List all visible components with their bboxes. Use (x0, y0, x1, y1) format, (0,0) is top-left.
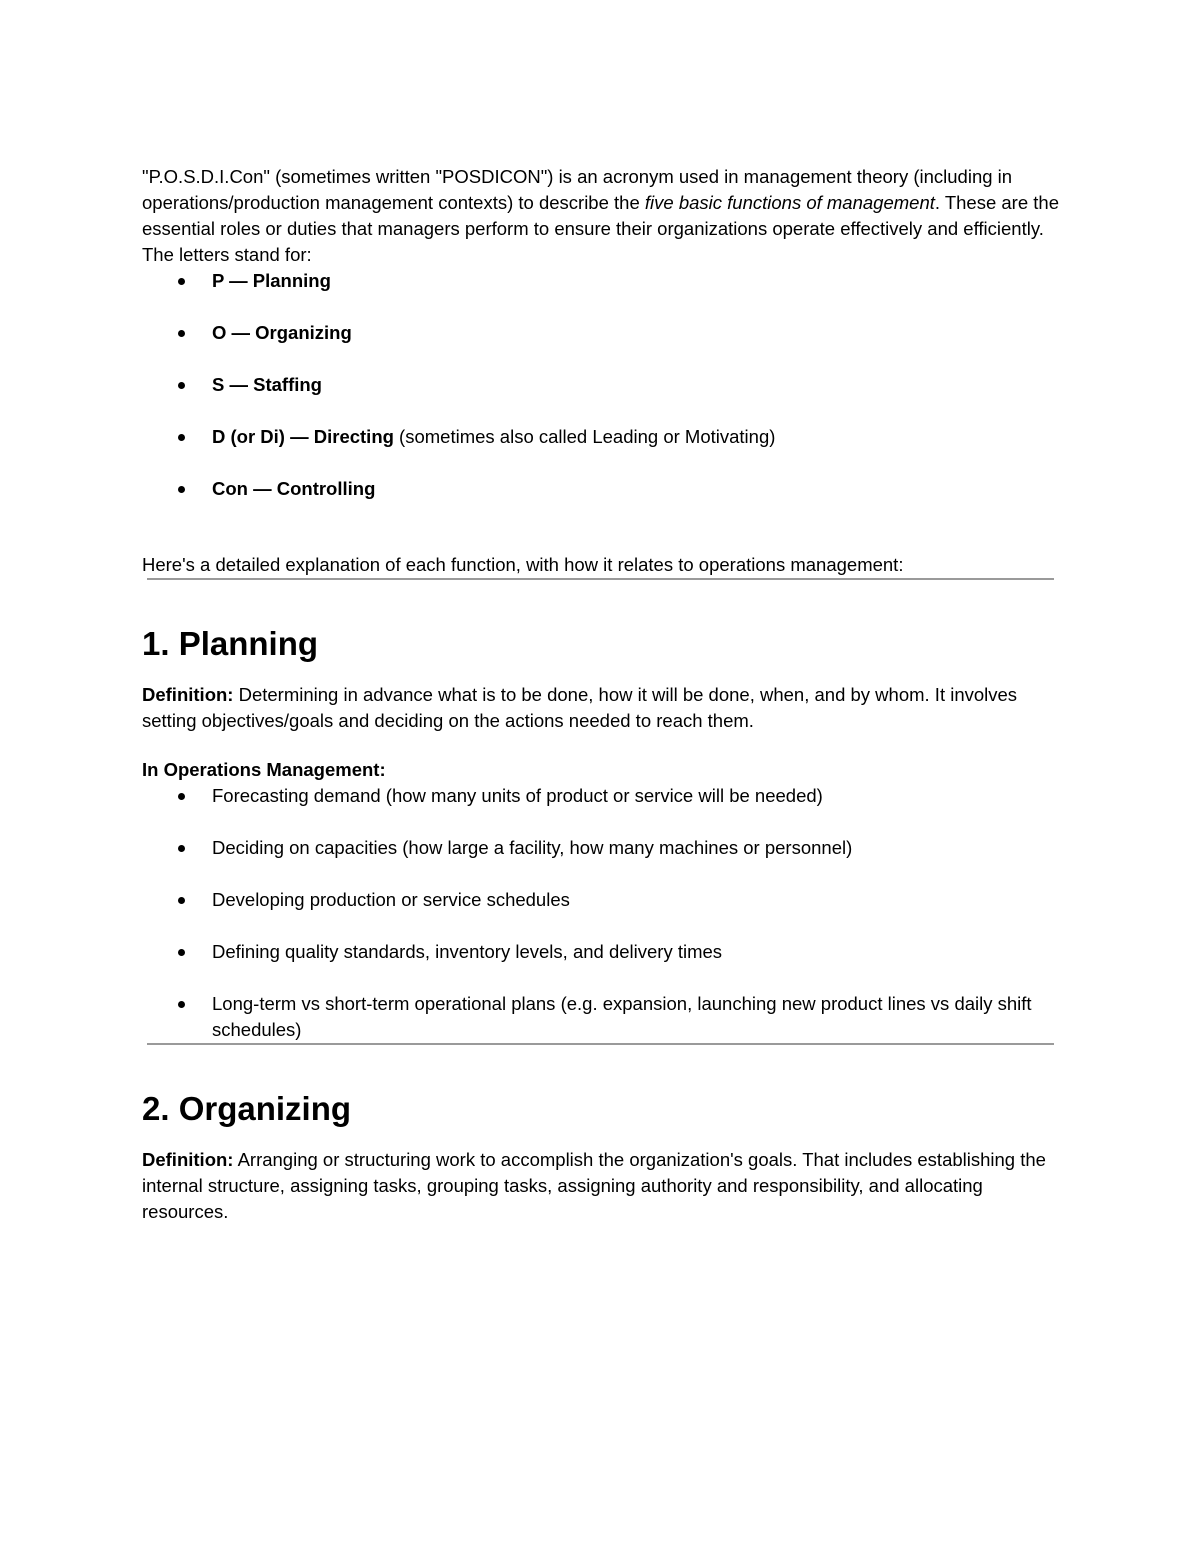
section-heading-organizing: 2. Organizing (142, 1090, 352, 1127)
letter-term: D (or Di) — Directing (212, 426, 394, 447)
planning-definition (142, 682, 1062, 734)
explanation-intro: Here's a detailed explanation of each function, with how it relates to operations management: (142, 554, 904, 575)
list-item (142, 320, 1062, 346)
intro-paragraph (142, 164, 1062, 268)
intro-text-part1: "P.O.S.D.I.Con" (sometimes written "POSDICON") is an acronym used in management theory (including in operations/production management contexts) to describe the (142, 166, 1013, 213)
list-item (142, 424, 1062, 450)
list-item: Developing production or service schedules (142, 887, 1062, 913)
list-item (142, 372, 1062, 398)
definition-label: Definition: (142, 684, 234, 705)
definition-text: Determining in advance what is to be done, how it will be done, when, and by whom. It involves setting objectives/goals and deciding on the actions needed to reach them. (142, 684, 1018, 731)
intro-emphasis: five basic functions of management (644, 192, 935, 213)
list-item (142, 476, 1062, 502)
definition-label: Definition: (142, 1149, 234, 1170)
horizontal-divider (147, 578, 1054, 580)
horizontal-divider (147, 1043, 1054, 1045)
list-item (142, 268, 1062, 294)
operations-management-label: In Operations Management: (142, 759, 386, 780)
intro-text-part2: . These are the essential roles or duties that managers perform to ensure their organizations operate effectively and efficiently. The letters stand for: (142, 192, 1059, 265)
list-item: Forecasting demand (how many units of product or service will be needed) (142, 783, 1062, 809)
letter-term: O — Organizing (212, 322, 352, 343)
letter-term: P — Planning (212, 270, 331, 291)
document-body (142, 164, 1062, 1225)
letter-note: (sometimes also called Leading or Motivating) (393, 426, 776, 447)
list-item: Long-term vs short-term operational plans (e.g. expansion, launching new product lines vs daily shift schedules) (142, 991, 1062, 1043)
section-heading-planning: 1. Planning (142, 625, 319, 662)
planning-operations-list (142, 783, 1062, 1043)
acronym-letter-list (142, 268, 1062, 502)
list-item: Defining quality standards, inventory levels, and delivery times (142, 939, 1062, 965)
definition-text: Arranging or structuring work to accomplish the organization's goals. That includes establishing the internal structure, assigning tasks, grouping tasks, assigning authority and responsibility, and allocating resources. (142, 1149, 1046, 1222)
letter-term: S — Staffing (212, 374, 322, 395)
letter-term: Con — Controlling (212, 478, 376, 499)
organizing-definition (142, 1147, 1062, 1225)
list-item: Deciding on capacities (how large a facility, how many machines or personnel) (142, 835, 1062, 861)
